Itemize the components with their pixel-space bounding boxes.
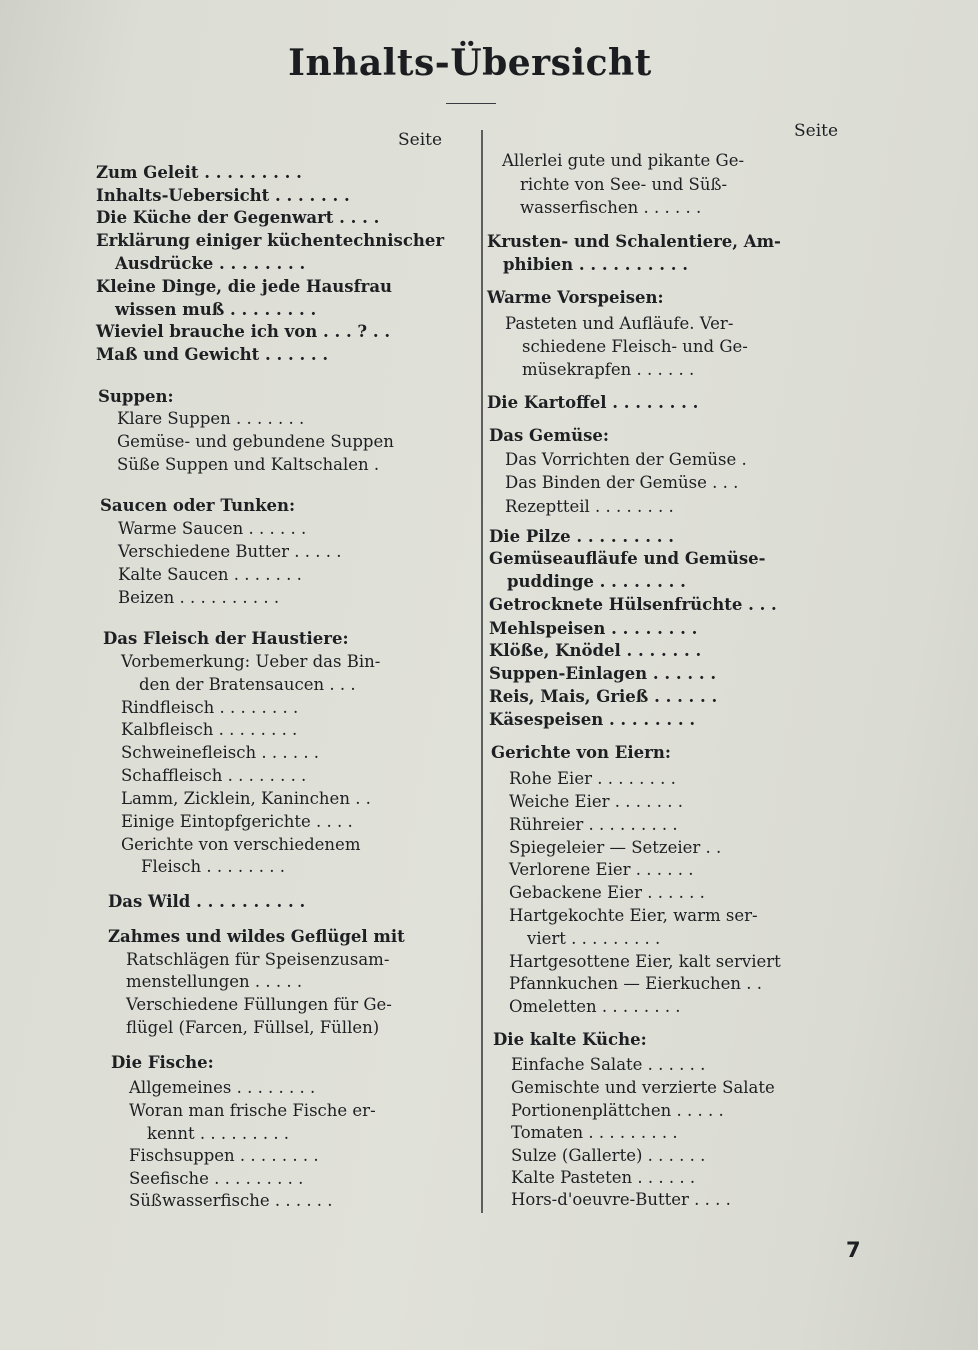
toc-entry-text: Das Wild . . . . . . . . . . <box>108 892 306 911</box>
toc-entry-text: Suppen: <box>98 387 174 406</box>
toc-entry-text: Kalte Pasteten . . . . . . <box>511 1168 696 1187</box>
toc-entry-text: Portionenplättchen . . . . . <box>511 1101 724 1120</box>
toc-entry-text: kennt . . . . . . . . . <box>147 1124 290 1143</box>
toc-entry-text: Käsespeisen . . . . . . . . <box>489 710 696 729</box>
toc-entry-text: Weiche Eier . . . . . . . <box>509 792 683 811</box>
toc-entry-text: Rühreier . . . . . . . . . <box>509 815 678 834</box>
toc-entry-text: schiedene Fleisch- und Ge- <box>522 337 748 356</box>
toc-entry-text: Klare Suppen . . . . . . . <box>117 409 305 428</box>
toc-entry-text: Erklärung einiger küchentechnischer <box>96 231 445 250</box>
toc-entry-text: Ausdrücke . . . . . . . . <box>115 254 306 273</box>
toc-entry-text: Einfache Salate . . . . . . <box>511 1055 706 1074</box>
toc-entry-text: Pfannkuchen — Eierkuchen . . <box>509 974 763 993</box>
toc-entry-text: Die Küche der Gegenwart . . . . <box>96 208 380 227</box>
column-divider <box>481 130 483 1213</box>
toc-entry-text: Spiegeleier — Setzeier . . <box>509 838 722 857</box>
toc-entry-text: Omeletten . . . . . . . . <box>509 997 681 1016</box>
toc-entry-text: Die Kartoffel . . . . . . . . <box>487 393 699 412</box>
toc-entry-text: Zum Geleit . . . . . . . . . <box>96 163 302 182</box>
toc-entry-text: Das Fleisch der Haustiere: <box>103 629 349 648</box>
toc-entry-text: viert . . . . . . . . . <box>527 929 661 948</box>
page-title: Inhalts-Übersicht <box>288 42 652 84</box>
toc-entry-text: Mehlspeisen . . . . . . . . <box>489 619 698 638</box>
toc-entry-text: Fischsuppen . . . . . . . . <box>129 1146 319 1165</box>
toc-entry-text: Rohe Eier . . . . . . . . <box>509 769 676 788</box>
toc-entry-text: Gemischte und verzierte Salate <box>511 1078 775 1097</box>
toc-entry-text: Getrocknete Hülsenfrüchte . . . <box>489 595 777 614</box>
toc-entry-text: Süßwasserfische . . . . . . <box>129 1191 333 1210</box>
toc-entry-text: Hartgesottene Eier, kalt serviert <box>509 952 781 971</box>
toc-entry-text: müsekrapfen . . . . . . <box>522 360 695 379</box>
toc-entry-text: Schweinefleisch . . . . . . <box>121 743 320 762</box>
toc-entry-text: Pasteten und Aufläufe. Ver- <box>505 314 734 333</box>
toc-entry-text: Gemüseaufläufe und Gemüse- <box>489 549 766 568</box>
toc-entry-text: wasserfischen . . . . . . <box>520 198 702 217</box>
toc-entry-text: Tomaten . . . . . . . . . <box>511 1123 678 1142</box>
toc-entry-text: Allerlei gute und pikante Ge- <box>502 151 745 170</box>
toc-entry-text: puddinge . . . . . . . . <box>507 572 686 591</box>
toc-entry-text: Kalbfleisch . . . . . . . . <box>121 720 298 739</box>
toc-entry-text: Das Vorrichten der Gemüse . <box>505 450 747 469</box>
toc-entry-text: Die Pilze . . . . . . . . . <box>489 527 675 546</box>
toc-entry-text: richte von See- und Süß- <box>520 175 728 194</box>
toc-entry-text: Verschiedene Butter . . . . . <box>118 542 342 561</box>
toc-entry-text: Rindfleisch . . . . . . . . <box>121 698 299 717</box>
toc-entry-text: Kleine Dinge, die jede Hausfrau <box>96 277 393 296</box>
toc-entry-text: Fleisch . . . . . . . . <box>141 857 286 876</box>
toc-entry-text: menstellungen . . . . . <box>126 972 303 991</box>
toc-entry-text: Wieviel brauche ich von . . . ? . . <box>96 322 391 341</box>
toc-entry-text: phibien . . . . . . . . . . <box>503 255 688 274</box>
toc-entry-text: Vorbemerkung: Ueber das Bin- <box>121 652 381 671</box>
toc-entry-text: Verlorene Eier . . . . . . <box>509 860 694 879</box>
toc-entry-text: Gerichte von verschiedenem <box>121 835 361 854</box>
toc-entry-text: Kalte Saucen . . . . . . . <box>118 565 302 584</box>
toc-entry-text: Verschiedene Füllungen für Ge- <box>126 995 392 1014</box>
toc-entry-text: Gebackene Eier . . . . . . <box>509 883 705 902</box>
toc-entry-text: Gemüse- und gebundene Suppen <box>117 432 394 451</box>
toc-entry-text: Warme Vorspeisen: <box>487 288 664 307</box>
toc-entry-text: Schaffleisch . . . . . . . . <box>121 766 307 785</box>
toc-entry-text: Klöße, Knödel . . . . . . . <box>489 641 702 660</box>
toc-entry-text: Sulze (Gallerte) . . . . . . <box>511 1146 706 1165</box>
toc-entry-text: flügel (Farcen, Füllsel, Füllen) <box>126 1018 380 1037</box>
toc-entry-text: Zahmes und wildes Geflügel mit <box>108 927 405 946</box>
toc-entry-text: Das Binden der Gemüse . . . <box>505 473 739 492</box>
toc-entry-text: Saucen oder Tunken: <box>100 496 296 515</box>
toc-entry-text: Inhalts-Uebersicht . . . . . . . <box>96 186 350 205</box>
toc-entry-text: Hartgekochte Eier, warm ser- <box>509 906 758 925</box>
page-number: 7 <box>846 1238 861 1262</box>
toc-entry-text: Reis, Mais, Grieß . . . . . . <box>489 687 718 706</box>
toc-entry-text: den der Bratensaucen . . . <box>139 675 356 694</box>
toc-entry-text: Einige Eintopfgerichte . . . . <box>121 812 353 831</box>
title-rule <box>446 103 496 104</box>
toc-entry-text: Allgemeines . . . . . . . . <box>129 1078 316 1097</box>
seite-label-left: Seite <box>398 130 443 150</box>
toc-entry-text: Die kalte Küche: <box>493 1030 647 1049</box>
toc-entry-text: wissen muß . . . . . . . . <box>115 300 317 319</box>
toc-entry-text: Lamm, Zicklein, Kaninchen . . <box>121 789 371 808</box>
toc-entry-text: Krusten- und Schalentiere, Am- <box>487 232 781 251</box>
toc-entry-text: Woran man frische Fische er- <box>129 1101 376 1120</box>
toc-entry-text: Maß und Gewicht . . . . . . <box>96 345 329 364</box>
toc-entry-text: Hors-d'oeuvre-Butter . . . . <box>511 1190 731 1209</box>
toc-entry-text: Beizen . . . . . . . . . . <box>118 588 280 607</box>
toc-entry-text: Rezeptteil . . . . . . . . <box>505 497 674 516</box>
toc-entry-text: Süße Suppen und Kaltschalen . <box>117 455 380 474</box>
seite-label-right: Seite <box>794 121 839 141</box>
toc-entry-text: Suppen-Einlagen . . . . . . <box>489 664 717 683</box>
toc-entry-text: Warme Saucen . . . . . . <box>118 519 307 538</box>
toc-entry-text: Ratschlägen für Speisenzusam- <box>126 950 390 969</box>
toc-entry-text: Die Fische: <box>111 1053 214 1072</box>
toc-entry-text: Das Gemüse: <box>489 426 609 445</box>
toc-entry-text: Seefische . . . . . . . . . <box>129 1169 304 1188</box>
toc-entry-text: Gerichte von Eiern: <box>491 743 671 762</box>
